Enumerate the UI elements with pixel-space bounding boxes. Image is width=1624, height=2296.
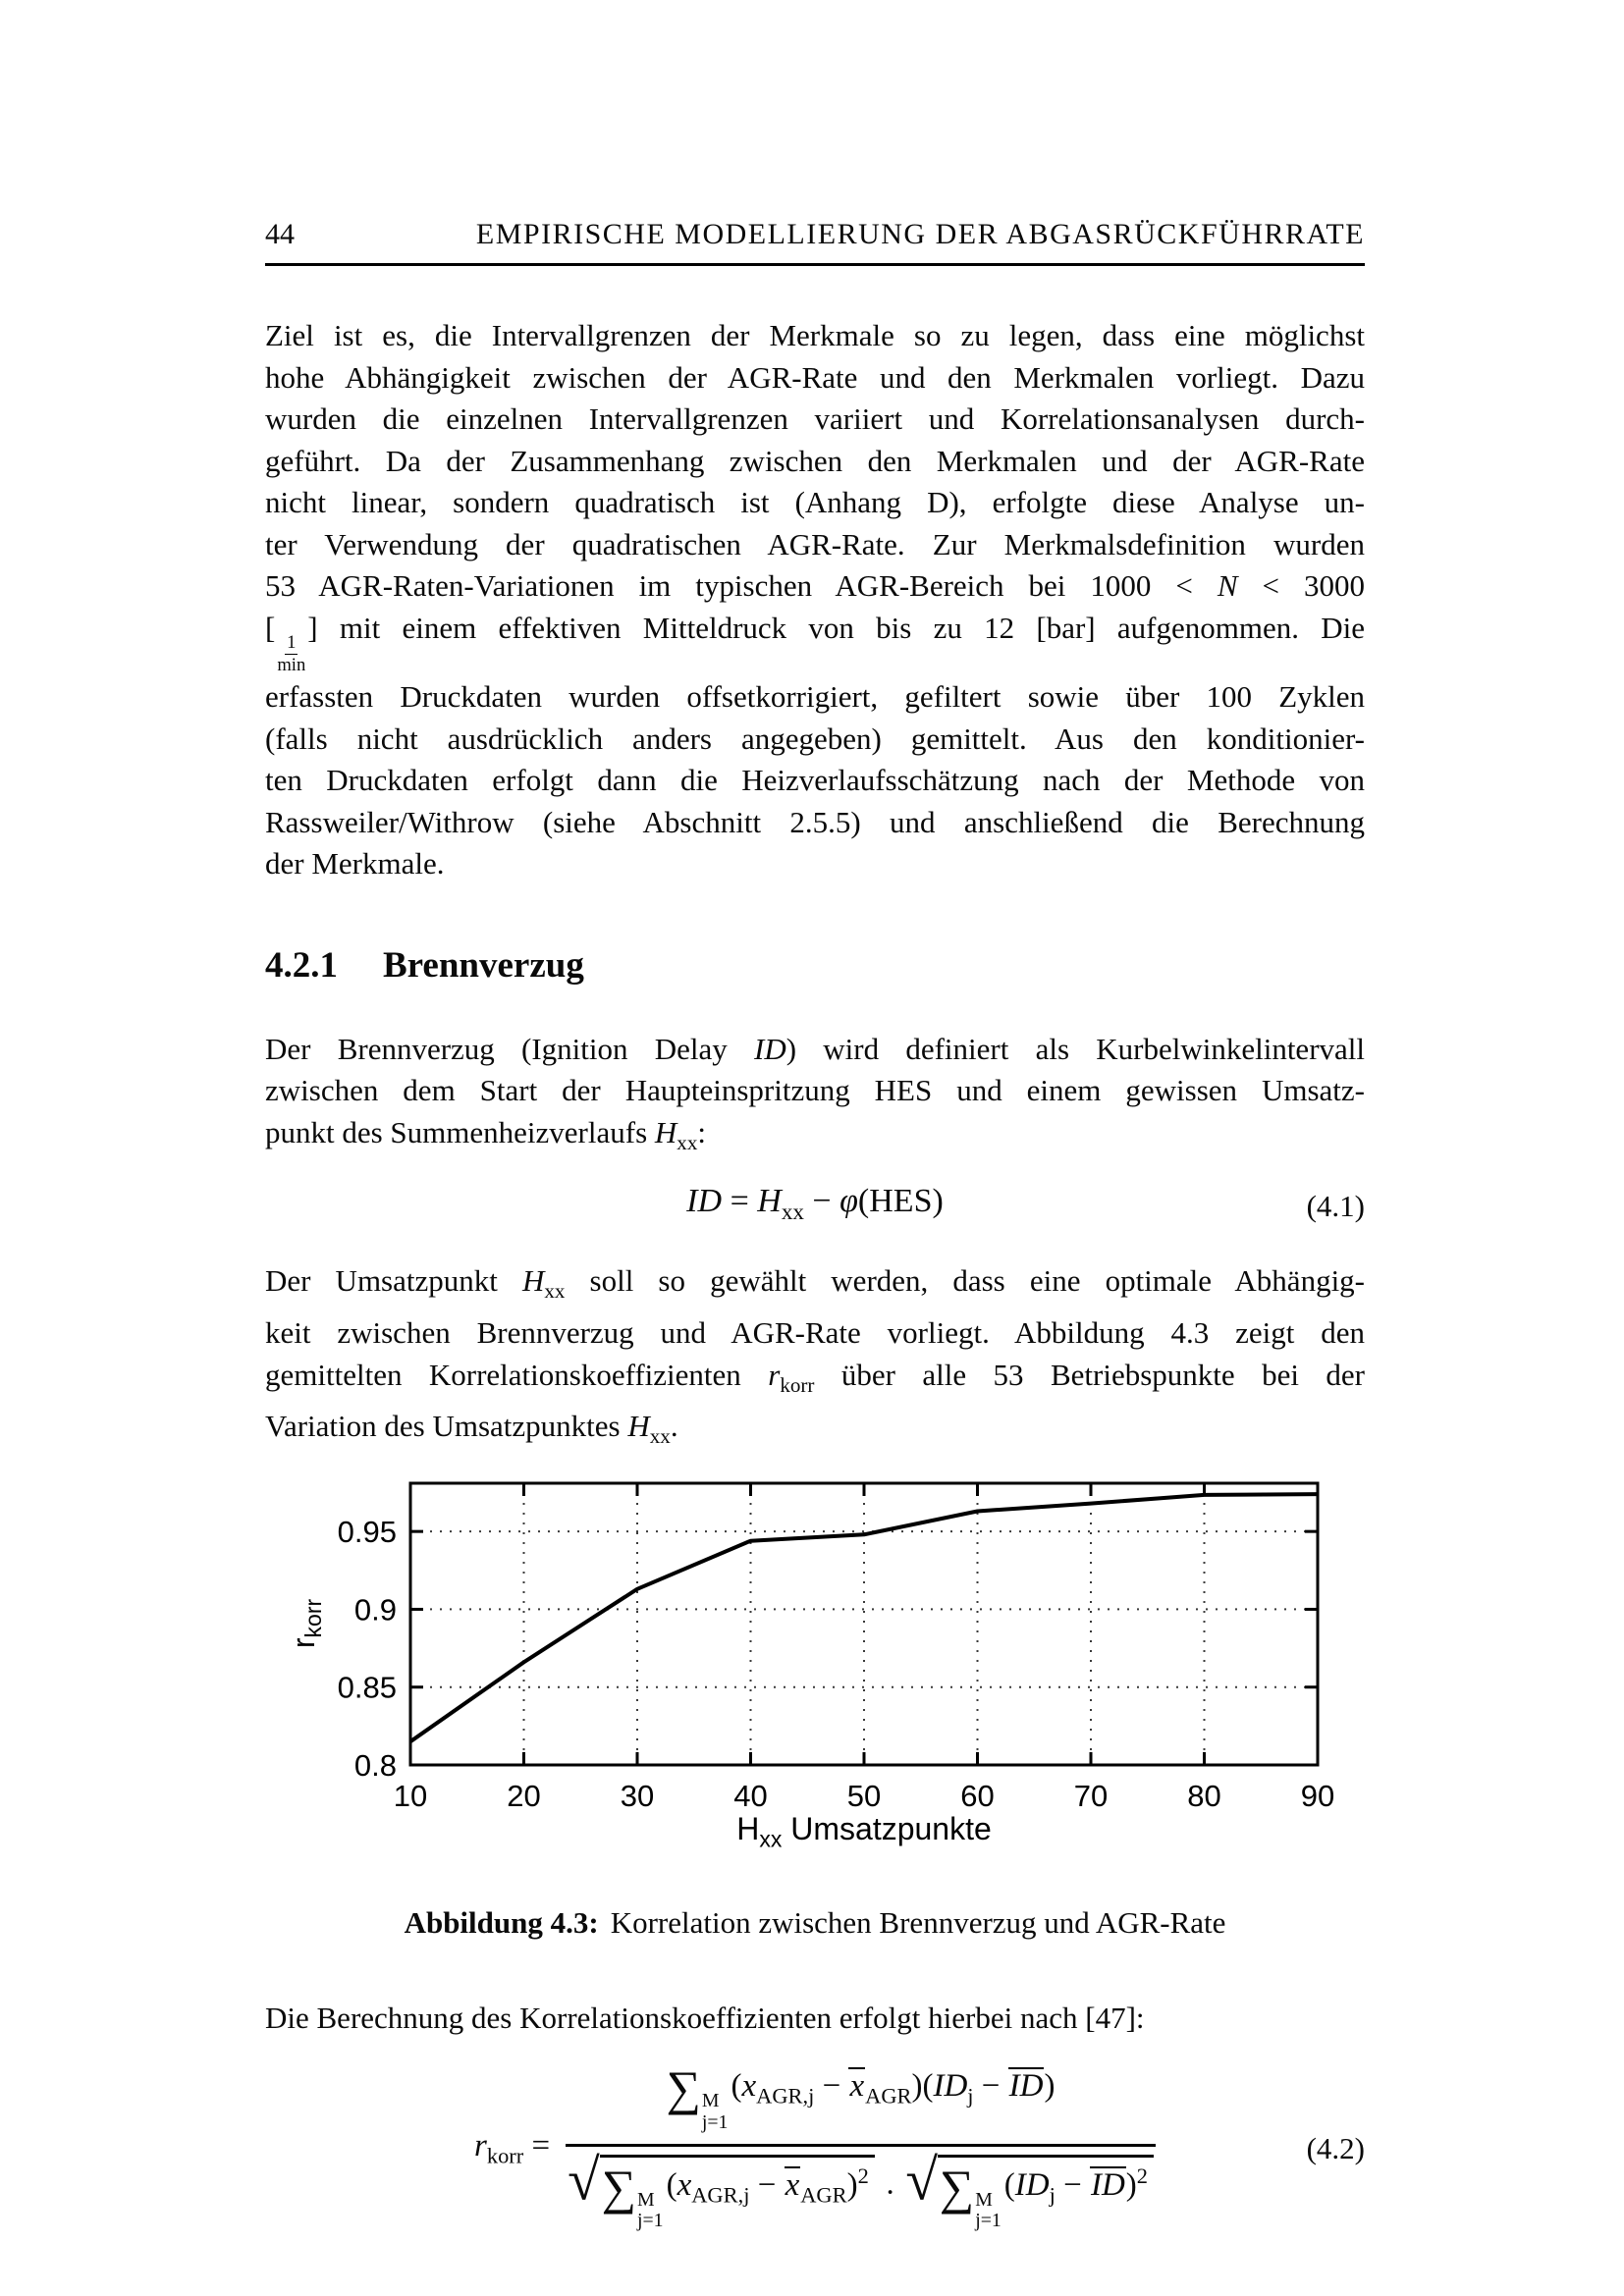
text-line: der Merkmale. (265, 846, 445, 881)
y-tick-label: 0.9 (353, 1592, 397, 1628)
equation-4-1-body: ID = $H_{xx} - \varphi(HES)$ (686, 1182, 944, 1225)
y-tick-label: 0.8 (353, 1747, 397, 1783)
text-line: Der Umsatzpunkt $H_{xx}$ soll so gewählt werden, dass eine optimale Abhängig- (265, 1263, 1365, 1304)
correlation-chart (265, 1466, 1365, 1858)
text-line: hohe Abhängigkeit zwischen der AGR-Rate und den Merkmalen vorliegt. Dazu (265, 359, 1365, 395)
text-line: Ziel ist es, die Intervallgrenzen der Merkmale so zu legen, dass eine möglichst (265, 318, 1365, 352)
equation-4-1 (265, 1178, 1365, 1236)
plot-box (410, 1483, 1318, 1765)
brennverzug-paragraph (265, 1029, 1365, 1164)
x-tick-label: 10 (393, 1778, 428, 1813)
berechnung-paragraph (265, 1998, 1365, 2040)
correlation-chart-svg (265, 1466, 1365, 1858)
intro-paragraph (265, 315, 1365, 885)
text-line: (falls nicht ausdrücklich anders angegeben) gemittelt. Aus den konditionier- (265, 721, 1365, 756)
text-line: geführt. Da der Zusammenhang zwischen den Merkmalen und der AGR-Rate (265, 443, 1365, 478)
text-line: Rassweiler/Withrow (siehe Abschnitt 2.5.5) und anschließend die Berechnung (265, 804, 1365, 839)
text-line: ten Druckdaten erfolgt dann die Heizverlaufsschätzung nach der Methode von (265, 763, 1365, 798)
page-number: 44 (265, 218, 295, 250)
y-tick-label: 0.95 (337, 1515, 397, 1550)
fraction-denominator: √ ∑ M j=1 $(x_{AGR,j} - x_{AGR})^2$ · √ ∑ M j=1 $(ID_j - ID)^2$ (566, 2147, 1156, 2232)
text-line: keit zwischen Brennverzug und AGR-Rate vorliegt. Abbildung 4.3 zeigt den (265, 1315, 1365, 1351)
section-title: Brennverzug (383, 944, 584, 986)
equation-4-2-body (474, 2061, 1156, 2232)
text-line: wurden die einzelnen Intervallgrenzen variiert und Korrelationsanalysen durch- (265, 401, 1365, 436)
text-line: Die Berechnung des Korrelationskoeffizienten erfolgt hierbei nach [47]: (265, 2000, 1145, 2035)
x-tick-label: 60 (960, 1778, 995, 1813)
caption-text: Korrelation zwischen Brennverzug und AGR-Rate (610, 1904, 1226, 1940)
text-line: zwischen dem Start der Haupteinspritzung HES und einem gewissen Umsatz- (265, 1073, 1365, 1108)
fraction-numerator: ∑ M j=1 $(x_{AGR,j} - x_{AGR})(ID_j - ID)$ (566, 2064, 1156, 2146)
x-tick-label: 90 (1300, 1778, 1335, 1813)
x-tick-label: 70 (1073, 1778, 1109, 1813)
text-line: erfassten Druckdaten wurden offsetkorrigiert, gefiltert sowie über 100 Zyklen (265, 679, 1365, 715)
text-line: Variation des Umsatzpunktes $H_{xx}$. (265, 1409, 678, 1449)
x-tick-label: 50 (846, 1778, 882, 1813)
text-line: 53 AGR-Raten-Variationen im typischen AGR-Bereich bei 1000 < N < 3000 (265, 568, 1365, 603)
running-title: EMPIRISCHE MODELLIERUNG DER ABGASRÜCKFÜHRRATE (475, 218, 1365, 250)
header-rule (265, 263, 1365, 266)
umsatzpunkt-paragraph (265, 1260, 1365, 1458)
page-header (265, 218, 1365, 251)
text-line: [ 1 min ] mit einem effektiven Mitteldruck von bis zu 12 [bar] aufgenommen. Die (265, 610, 1365, 676)
text-line: Der Brennverzug (Ignition Delay ID) wird definiert als Kurbelwinkelintervall (265, 1031, 1365, 1066)
equation-4-2-lhs: $r_{korr}$ = (474, 2128, 551, 2168)
equation-4-2 (265, 2061, 1365, 2232)
text-line: gemittelten Korrelationskoeffizienten $r_{korr}$ über alle 53 Betriebspunkte bei der (265, 1357, 1365, 1397)
caption-label: Abbildung 4.3: (404, 1904, 599, 1940)
y-tick-label: 0.85 (337, 1670, 397, 1705)
equation-4-1-number: (4.1) (1306, 1188, 1365, 1223)
equation-4-2-fraction (566, 2061, 1156, 2232)
figure-caption (265, 1903, 1365, 1943)
x-tick-label: 40 (733, 1778, 768, 1813)
y-axis-label: $r_{korr}$ (285, 1598, 327, 1649)
x-tick-label: 80 (1187, 1778, 1221, 1813)
text-line: ter Verwendung der quadratischen AGR-Rate. Zur Merkmalsdefinition wurden (265, 526, 1365, 561)
x-tick-label: 30 (620, 1778, 655, 1813)
text-line: nicht linear, sondern quadratisch ist (Anhang D), erfolgte diese Analyse un- (265, 485, 1365, 519)
section-number: 4.2.1 (265, 944, 338, 986)
x-axis-label: $H_{xx}$ Umsatzpunkte (736, 1810, 992, 1852)
text-line: punkt des Summenheizverlaufs $H_{xx}$: (265, 1114, 706, 1155)
equation-4-2-number: (4.2) (1306, 2130, 1365, 2165)
x-tick-label: 20 (507, 1778, 541, 1813)
figure-4-3 (265, 1466, 1365, 1858)
section-heading (265, 944, 1365, 988)
